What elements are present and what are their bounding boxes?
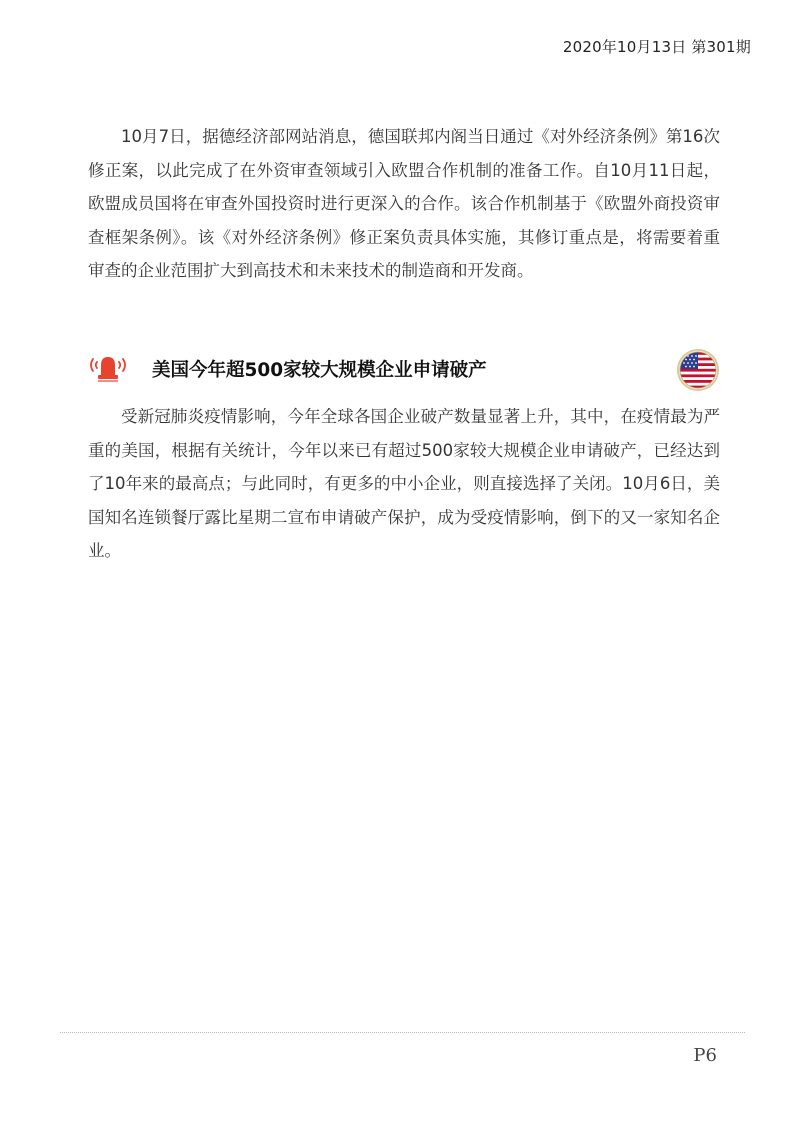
article-paragraph-germany: 10月7日，据德经济部网站消息，德国联邦内阁当日通过《对外经济条例》第16次修正案，以此完成了在外资审查领域引入欧盟合作机制的准备工作。自10月11日起，欧盟成员国将在审查外国投资时进行更深入的合作。该合作机制基于《欧盟外商投资审查框架条例》。该《对外经济条例》修正案负责具体实施，其修订重点是，将需要着重审查的企业范围扩大到高技术和未来技术的制造商和开发商。 [88,127,720,280]
footer-divider [60,1032,745,1033]
page-number: P6 [693,1045,717,1066]
alarm-bell-icon [88,354,128,384]
section-header [88,350,720,390]
section-title: 美国今年超500家较大规模企业申请破产 [152,360,487,381]
article-paragraph-us-bankruptcy: 受新冠肺炎疫情影响，今年全球各国企业破产数量显著上升，其中，在疫情最为严重的美国，根据有关统计，今年以来已有超过500家较大规模企业申请破产，已经达到了10年来的最高点；与此同时，有更多的中小企业，则直接选择了关闭。10月6日，美国知名连锁餐厅露比星期二宣布申请破产保护，成为受疫情影响，倒下的又一家知名企业。 [88,407,720,560]
usa-flag-icon [676,348,720,392]
header-date-issue: 2020年10月13日 第301期 [562,38,751,56]
